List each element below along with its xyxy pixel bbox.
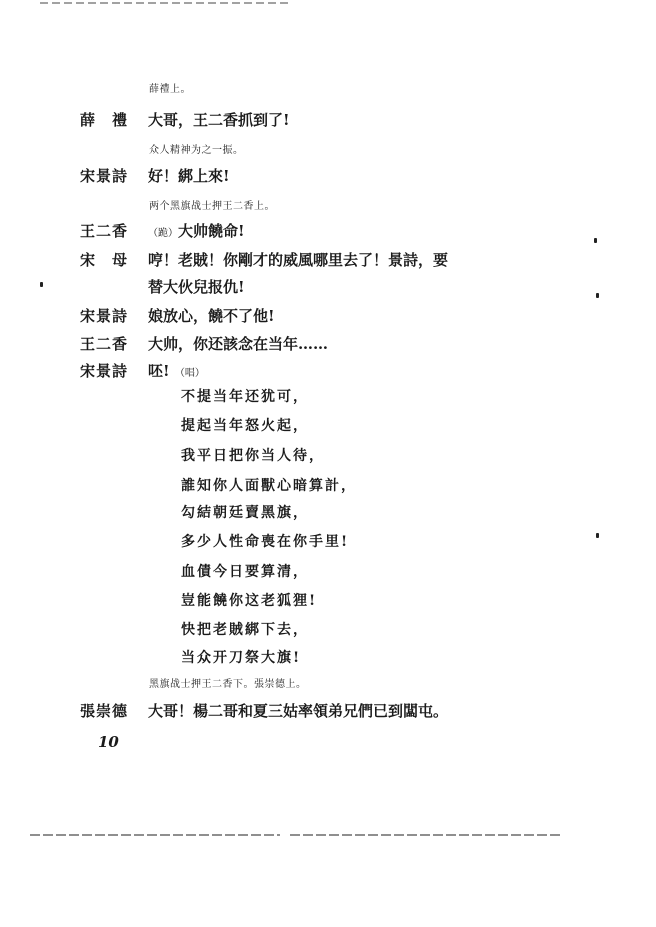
speaker-name: 宋景詩 — [80, 307, 129, 325]
speech-text-continued: 替大伙兒报仇! — [148, 278, 245, 296]
verse-line: 当众开刀祭大旗! — [181, 650, 302, 666]
stage-direction-soldiers-bring: 两个黑旗战士押王二香上。 — [149, 201, 275, 212]
speaker-name: 宋景詩 — [80, 362, 129, 380]
speaker-name: 薛 禮 — [80, 111, 129, 129]
stage-direction-startled: 众人精神为之一振。 — [149, 145, 244, 156]
aside-text: （跪） — [148, 228, 178, 239]
speech-text-main: 呸! — [148, 362, 170, 380]
stage-direction-xue-enters: 薛禮上。 — [149, 84, 191, 95]
speech-text — [148, 360, 205, 381]
speech-text-main: 大帅饒命! — [178, 222, 245, 240]
verse-line: 我平日把你当人待， — [181, 448, 325, 464]
speech-text: 好！綁上來! — [148, 167, 230, 185]
stage-direction-soldiers-exit: 黑旗战士押王二香下。張崇德上。 — [149, 679, 307, 690]
speaker-name: 張崇德 — [80, 702, 129, 720]
speech-text: 哼！老賊！你剛才的威風哪里去了！景詩，要 — [148, 251, 449, 269]
verse-line: 誰知你人面獸心暗算計， — [181, 478, 357, 494]
scan-speck — [40, 282, 43, 287]
verse-line: 多少人性命喪在你手里! — [181, 534, 350, 550]
scan-speck — [596, 293, 599, 298]
speaker-name: 王二香 — [80, 222, 129, 240]
verse-line: 勾結朝廷賣黑旗， — [181, 505, 309, 521]
scan-speck — [594, 238, 597, 243]
speech-text: 大哥，王二香抓到了! — [148, 111, 290, 129]
speech-text — [148, 220, 245, 241]
top-scan-line — [40, 2, 290, 4]
speaker-name: 宋 母 — [80, 251, 129, 269]
page-number: 10 — [98, 733, 119, 751]
speech-text: 大帅，你还該念在当年…… — [148, 335, 329, 353]
verse-line: 提起当年怒火起， — [181, 418, 309, 434]
speaker-name: 王二香 — [80, 335, 129, 353]
verse-line: 快把老賊綁下去， — [181, 622, 309, 638]
verse-line: 豈能饒你这老狐狸! — [181, 593, 318, 609]
verse-line: 血債今日要算清， — [181, 564, 309, 580]
bottom-scan-line — [30, 834, 280, 836]
scan-speck — [596, 533, 599, 538]
bottom-scan-line — [290, 834, 560, 836]
speech-text: 大哥！楊二哥和夏三姑率領弟兄們已到闆屯。 — [148, 702, 449, 720]
speaker-name: 宋景詩 — [80, 167, 129, 185]
speech-text: 娘放心，饒不了他! — [148, 307, 275, 325]
verse-line: 不提当年还犹可， — [181, 389, 309, 405]
aside-text: （唱） — [174, 368, 205, 379]
